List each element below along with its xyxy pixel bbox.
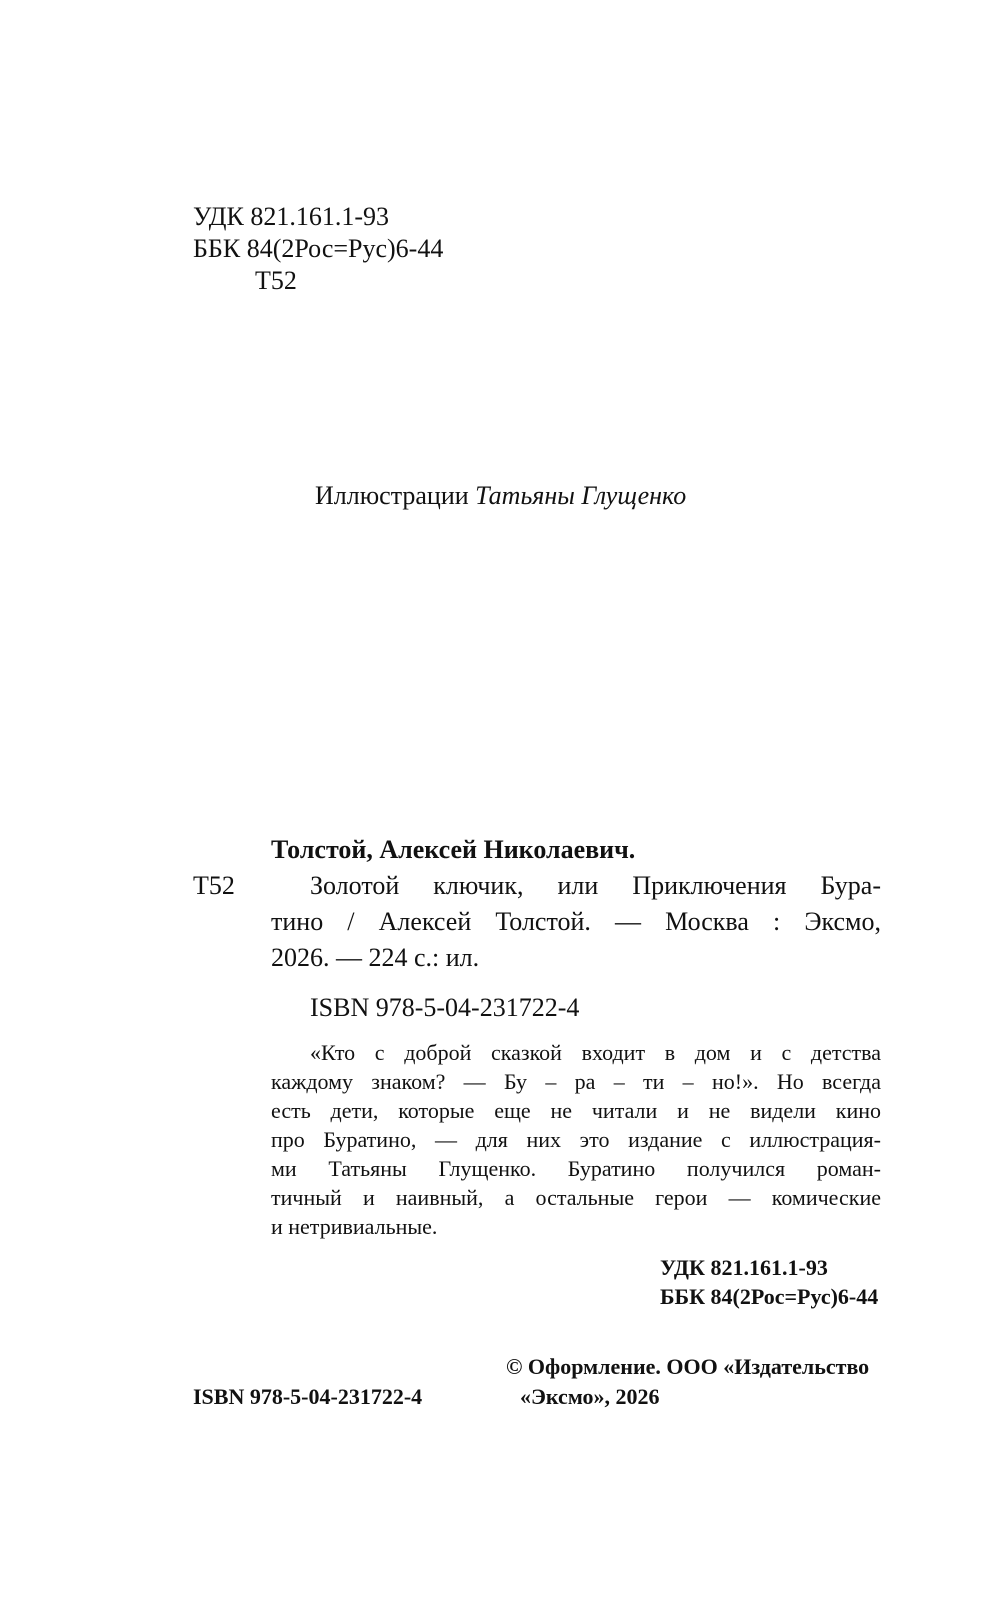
annotation-line: и нетривиальные.	[271, 1214, 438, 1239]
catalog-description-line: 2026. — 224 с.: ил.	[271, 943, 480, 972]
bbk-code-right: ББК 84(2Рос=Рус)6-44	[660, 1284, 879, 1309]
annotation-line: тичный и наивный, а остальные герои — комические	[271, 1185, 881, 1210]
copyright-line: «Эксмо», 2026	[520, 1384, 660, 1409]
annotation-line: про Буратино, — для них это издание с иллюстрация-	[271, 1127, 881, 1152]
catalog-description-line: тино / Алексей Толстой. — Москва : Эксмо,	[271, 907, 881, 936]
udk-code-top: УДК 821.161.1-93	[193, 202, 390, 231]
isbn-bottom: ISBN 978-5-04-231722-4	[193, 1384, 423, 1409]
author-mark-top: Т52	[255, 266, 297, 295]
catalog-description-line: Золотой ключик, или Приключения Бура-	[310, 871, 881, 900]
copyright-line: © Оформление. ООО «Издательство	[506, 1354, 870, 1379]
annotation-line: ми Татьяны Глущенко. Буратино получился роман-	[271, 1156, 881, 1181]
illustrations-prefix: Иллюстрации	[315, 481, 469, 510]
catalog-author-heading: Толстой, Алексей Николаевич.	[271, 835, 636, 864]
bbk-code-top: ББК 84(2Рос=Рус)6-44	[193, 234, 444, 263]
annotation-line: «Кто с доброй сказкой входит в дом и с детства	[310, 1040, 881, 1065]
annotation-line: каждому знаком? — Бу – ра – ти – но!». Но всегда	[271, 1069, 881, 1094]
catalog-author-mark: Т52	[193, 871, 235, 900]
catalog-isbn: ISBN 978-5-04-231722-4	[310, 993, 580, 1022]
illustrator-name: Татьяны Глущенко	[475, 481, 687, 510]
udk-code-right: УДК 821.161.1-93	[660, 1255, 828, 1280]
illustrations-credit	[315, 481, 686, 511]
annotation-line: есть дети, которые еще не читали и не видели кино	[271, 1098, 881, 1123]
